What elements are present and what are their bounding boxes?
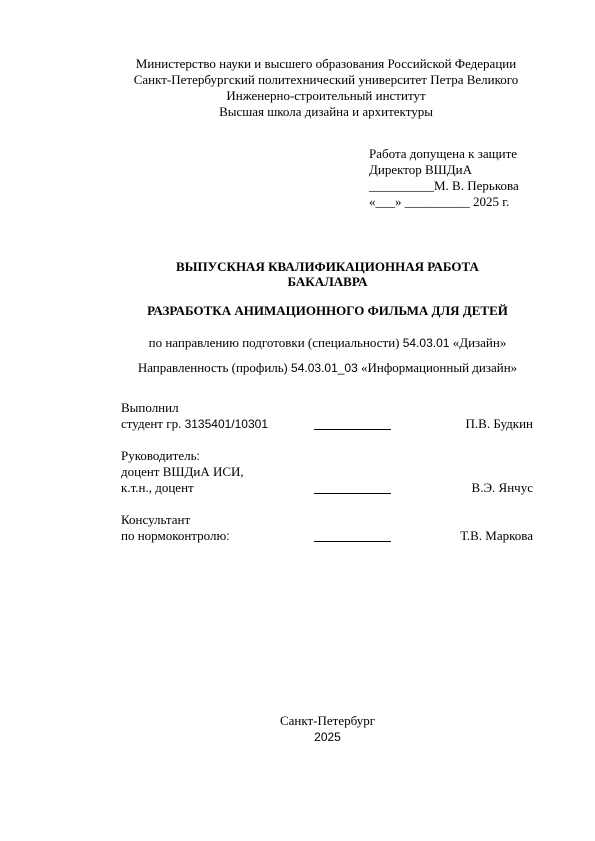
study-direction-prefix: по направлению подготовки (специальности)	[148, 335, 403, 350]
city: Санкт-Петербург	[279, 713, 376, 728]
supervisor-name: В.Э. Янчус	[471, 480, 533, 495]
consultant-block	[121, 512, 533, 544]
approval-line-admitted: Работа допущена к защите	[369, 146, 518, 161]
study-profile-name: «Информационный дизайн»	[357, 360, 518, 375]
study-profile-prefix: Направленность (профиль	[137, 360, 284, 375]
consultant-role	[121, 512, 533, 528]
approval-line-director: Директор ВШДиА	[369, 162, 472, 177]
consultant-area	[121, 528, 230, 543]
performer-role-label: Выполнил	[121, 400, 179, 415]
consultant-name: Т.В. Маркова	[460, 528, 533, 543]
supervisor-position	[121, 464, 533, 480]
supervisor-block	[121, 448, 533, 496]
supervisor-signature-line	[314, 493, 391, 494]
supervisor-signature-row	[121, 480, 533, 496]
study-direction-name: «Дизайн»	[449, 335, 507, 350]
consultant-signature-line	[314, 541, 391, 542]
performer-signature-line	[314, 429, 391, 430]
performer-signature-row	[121, 416, 533, 432]
work-topic: РАЗРАБОТКА АНИМАЦИОННОГО ФИЛЬМА ДЛЯ ДЕТЕЙ	[147, 303, 508, 318]
work-title-line-1: ВЫПУСКНАЯ КВАЛИФИКАЦИОННАЯ РАБОТА	[176, 259, 479, 274]
consultant-area-label: по нормоконтролю	[121, 528, 227, 543]
supervisor-role-colon: :	[196, 449, 200, 463]
performer-position-label: студент гр.	[121, 416, 185, 431]
performer-name: П.В. Будкин	[465, 416, 533, 431]
study-profile-code: 54.03.01_03	[287, 361, 358, 375]
work-title	[0, 259, 595, 289]
consultant-signature-row	[121, 528, 533, 544]
performer-position	[121, 416, 268, 431]
university-name: Санкт-Петербургский политехнический университет Петра Великого	[133, 72, 519, 87]
approval-line-date: «___» __________ 2025 г.	[369, 194, 510, 209]
school-name: Высшая школа дизайна и архитектуры	[219, 104, 433, 119]
city-year	[0, 713, 595, 745]
performer-role	[121, 400, 533, 416]
study-profile-paren: )	[283, 361, 288, 375]
performer-group-number: 3135401/10301	[184, 417, 268, 431]
supervisor-role-label: Руководитель	[121, 448, 197, 463]
year: 2025	[314, 730, 341, 744]
performer-block	[121, 400, 533, 432]
consultant-area-colon: :	[226, 529, 230, 543]
study-profile	[0, 360, 595, 376]
work-title-line-2: БАКАЛАВРА	[287, 274, 368, 289]
organization-header	[0, 56, 595, 120]
supervisor-degree: к.т.н., доцент	[121, 480, 194, 495]
consultant-role-label: Консультант	[121, 512, 191, 527]
ministry-name: Министерство науки и высшего образования Российской Федерации	[135, 56, 517, 71]
study-direction-code: 54.03.01	[402, 336, 450, 350]
approval-block	[369, 146, 519, 210]
supervisor-position-label: доцент ВШДиА ИСИ,	[121, 464, 244, 479]
study-direction	[0, 335, 595, 351]
approval-line-signature: __________М. В. Перькова	[369, 178, 519, 193]
supervisor-role	[121, 448, 533, 464]
institute-name: Инженерно-строительный институт	[226, 88, 426, 103]
